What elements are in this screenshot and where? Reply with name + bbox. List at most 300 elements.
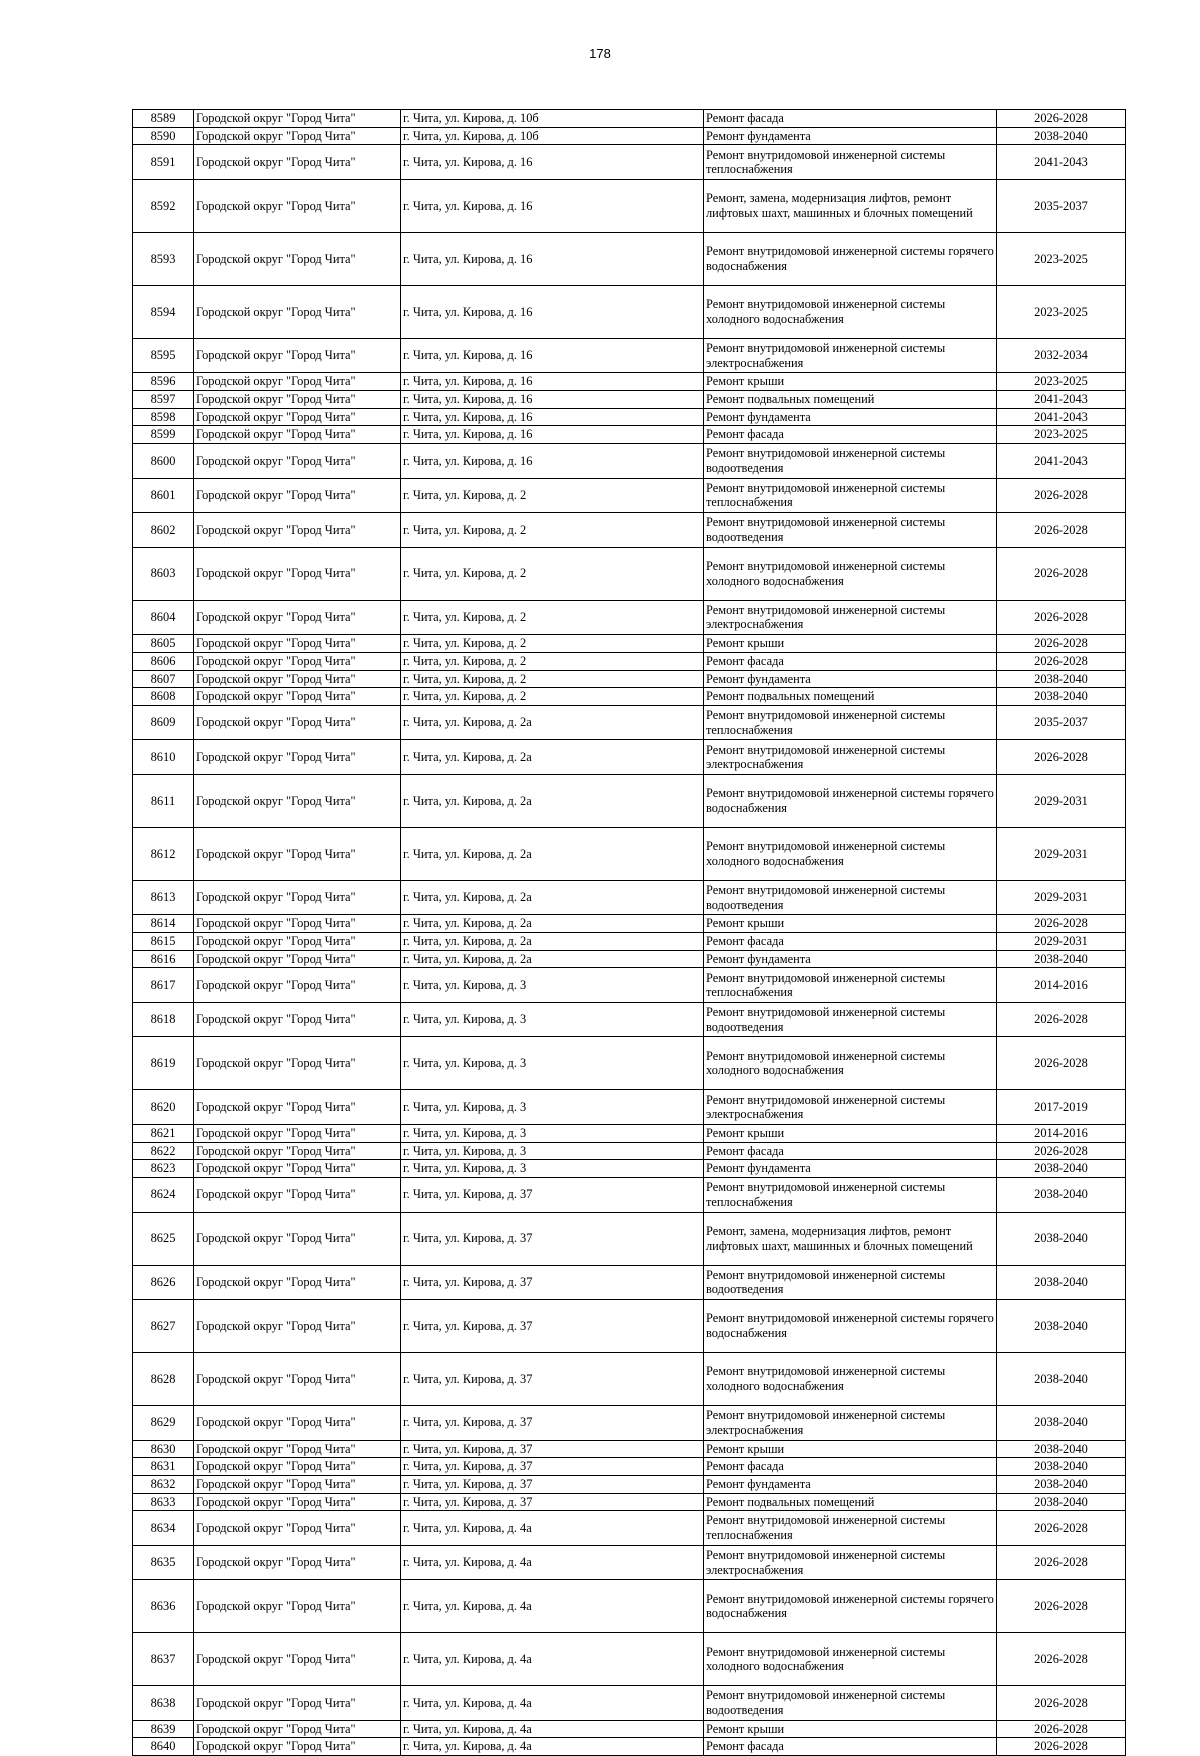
- row-number-cell: 8593: [133, 232, 194, 285]
- row-number-cell: 8621: [133, 1124, 194, 1142]
- work-type-cell: Ремонт фасада: [704, 1142, 997, 1160]
- period-cell: 2035-2037: [997, 705, 1126, 740]
- row-number-cell: 8609: [133, 705, 194, 740]
- table-body: [133, 110, 1126, 1756]
- municipality-cell: Городской округ "Город Чита": [194, 1545, 401, 1580]
- municipality-cell: Городской округ "Город Чита": [194, 705, 401, 740]
- work-type-cell: Ремонт крыши: [704, 373, 997, 391]
- municipality-cell: Городской округ "Город Чита": [194, 1406, 401, 1441]
- period-cell: 2026-2028: [997, 1511, 1126, 1546]
- table-row: [133, 1265, 1126, 1300]
- table-row: [133, 478, 1126, 513]
- address-cell: г. Чита, ул. Кирова, д. 2: [401, 478, 704, 513]
- municipality-cell: Городской округ "Город Чита": [194, 688, 401, 706]
- row-number-cell: 8611: [133, 774, 194, 827]
- period-cell: 2023-2025: [997, 373, 1126, 391]
- table-row: [133, 338, 1126, 373]
- table-row: [133, 670, 1126, 688]
- address-cell: г. Чита, ул. Кирова, д. 16: [401, 391, 704, 409]
- municipality-cell: Городской округ "Город Чита": [194, 1300, 401, 1353]
- municipality-cell: Городской округ "Город Чита": [194, 635, 401, 653]
- row-number-cell: 8614: [133, 915, 194, 933]
- work-type-cell: Ремонт фасада: [704, 933, 997, 951]
- municipality-cell: Городской округ "Город Чита": [194, 145, 401, 180]
- address-cell: г. Чита, ул. Кирова, д. 3: [401, 1090, 704, 1125]
- work-type-cell: Ремонт внутридомовой инженерной системы холодного водоснабжения: [704, 1353, 997, 1406]
- work-type-cell: Ремонт внутридомовой инженерной системы электроснабжения: [704, 740, 997, 775]
- row-number-cell: 8601: [133, 478, 194, 513]
- row-number-cell: 8635: [133, 1545, 194, 1580]
- period-cell: 2038-2040: [997, 688, 1126, 706]
- period-cell: 2017-2019: [997, 1090, 1126, 1125]
- address-cell: г. Чита, ул. Кирова, д. 4а: [401, 1720, 704, 1738]
- period-cell: 2038-2040: [997, 1406, 1126, 1441]
- table-row: [133, 1037, 1126, 1090]
- table-row: [133, 1511, 1126, 1546]
- row-number-cell: 8594: [133, 285, 194, 338]
- row-number-cell: 8625: [133, 1212, 194, 1265]
- row-number-cell: 8620: [133, 1090, 194, 1125]
- work-type-cell: Ремонт фундамента: [704, 1160, 997, 1178]
- work-type-cell: Ремонт внутридомовой инженерной системы теплоснабжения: [704, 968, 997, 1003]
- table-row: [133, 232, 1126, 285]
- row-number-cell: 8633: [133, 1493, 194, 1511]
- address-cell: г. Чита, ул. Кирова, д. 37: [401, 1178, 704, 1213]
- table-row: [133, 1160, 1126, 1178]
- period-cell: 2038-2040: [997, 950, 1126, 968]
- period-cell: 2038-2040: [997, 1493, 1126, 1511]
- row-number-cell: 8623: [133, 1160, 194, 1178]
- municipality-cell: Городской округ "Город Чита": [194, 1511, 401, 1546]
- period-cell: 2026-2028: [997, 547, 1126, 600]
- municipality-cell: Городской округ "Город Чита": [194, 933, 401, 951]
- table-row: [133, 373, 1126, 391]
- address-cell: г. Чита, ул. Кирова, д. 3: [401, 1160, 704, 1178]
- municipality-cell: Городской округ "Город Чита": [194, 1738, 401, 1756]
- row-number-cell: 8629: [133, 1406, 194, 1441]
- period-cell: 2041-2043: [997, 444, 1126, 479]
- row-number-cell: 8602: [133, 513, 194, 548]
- work-type-cell: Ремонт подвальных помещений: [704, 391, 997, 409]
- table-row: [133, 547, 1126, 600]
- period-cell: 2026-2028: [997, 1686, 1126, 1721]
- period-cell: 2029-2031: [997, 827, 1126, 880]
- period-cell: 2026-2028: [997, 600, 1126, 635]
- table-row: [133, 774, 1126, 827]
- work-type-cell: Ремонт внутридомовой инженерной системы теплоснабжения: [704, 478, 997, 513]
- table-row: [133, 1142, 1126, 1160]
- municipality-cell: Городской округ "Город Чита": [194, 600, 401, 635]
- work-type-cell: Ремонт внутридомовой инженерной системы холодного водоснабжения: [704, 1633, 997, 1686]
- work-type-cell: Ремонт внутридомовой инженерной системы водоотведения: [704, 1002, 997, 1037]
- table-row: [133, 1178, 1126, 1213]
- municipality-cell: Городской округ "Город Чита": [194, 1686, 401, 1721]
- table-row: [133, 1720, 1126, 1738]
- work-type-cell: Ремонт подвальных помещений: [704, 1493, 997, 1511]
- municipality-cell: Городской округ "Город Чита": [194, 740, 401, 775]
- table-row: [133, 968, 1126, 1003]
- municipality-cell: Городской округ "Город Чита": [194, 950, 401, 968]
- period-cell: 2032-2034: [997, 338, 1126, 373]
- municipality-cell: Городской округ "Город Чита": [194, 968, 401, 1003]
- municipality-cell: Городской округ "Город Чита": [194, 1090, 401, 1125]
- address-cell: г. Чита, ул. Кирова, д. 37: [401, 1475, 704, 1493]
- table-row: [133, 426, 1126, 444]
- period-cell: 2026-2028: [997, 1142, 1126, 1160]
- period-cell: 2026-2028: [997, 110, 1126, 128]
- address-cell: г. Чита, ул. Кирова, д. 2: [401, 513, 704, 548]
- row-number-cell: 8607: [133, 670, 194, 688]
- table-row: [133, 127, 1126, 145]
- address-cell: г. Чита, ул. Кирова, д. 2а: [401, 950, 704, 968]
- municipality-cell: Городской округ "Город Чита": [194, 652, 401, 670]
- municipality-cell: Городской округ "Город Чита": [194, 1142, 401, 1160]
- table-row: [133, 1545, 1126, 1580]
- table-row: [133, 1440, 1126, 1458]
- work-type-cell: Ремонт внутридомовой инженерной системы электроснабжения: [704, 1406, 997, 1441]
- municipality-cell: Городской округ "Город Чита": [194, 1493, 401, 1511]
- municipality-cell: Городской округ "Город Чита": [194, 1720, 401, 1738]
- period-cell: 2029-2031: [997, 933, 1126, 951]
- address-cell: г. Чита, ул. Кирова, д. 16: [401, 145, 704, 180]
- municipality-cell: Городской округ "Город Чита": [194, 1475, 401, 1493]
- row-number-cell: 8597: [133, 391, 194, 409]
- row-number-cell: 8627: [133, 1300, 194, 1353]
- row-number-cell: 8624: [133, 1178, 194, 1213]
- work-type-cell: Ремонт фасада: [704, 652, 997, 670]
- period-cell: 2026-2028: [997, 1580, 1126, 1633]
- period-cell: 2026-2028: [997, 635, 1126, 653]
- work-type-cell: Ремонт фундамента: [704, 1475, 997, 1493]
- address-cell: г. Чита, ул. Кирова, д. 2: [401, 600, 704, 635]
- address-cell: г. Чита, ул. Кирова, д. 37: [401, 1353, 704, 1406]
- period-cell: 2038-2040: [997, 1458, 1126, 1476]
- address-cell: г. Чита, ул. Кирова, д. 2: [401, 652, 704, 670]
- table-row: [133, 1090, 1126, 1125]
- period-cell: 2038-2040: [997, 1265, 1126, 1300]
- address-cell: г. Чита, ул. Кирова, д. 16: [401, 232, 704, 285]
- row-number-cell: 8619: [133, 1037, 194, 1090]
- municipality-cell: Городской округ "Город Чита": [194, 1124, 401, 1142]
- period-cell: 2038-2040: [997, 127, 1126, 145]
- municipality-cell: Городской округ "Город Чита": [194, 915, 401, 933]
- period-cell: 2038-2040: [997, 1475, 1126, 1493]
- table-row: [133, 880, 1126, 915]
- municipality-cell: Городской округ "Город Чита": [194, 338, 401, 373]
- municipality-cell: Городской округ "Город Чита": [194, 1580, 401, 1633]
- address-cell: г. Чита, ул. Кирова, д. 37: [401, 1300, 704, 1353]
- period-cell: 2026-2028: [997, 1545, 1126, 1580]
- table-row: [133, 1458, 1126, 1476]
- period-cell: 2026-2028: [997, 1738, 1126, 1756]
- work-type-cell: Ремонт внутридомовой инженерной системы холодного водоснабжения: [704, 547, 997, 600]
- work-type-cell: Ремонт внутридомовой инженерной системы теплоснабжения: [704, 1511, 997, 1546]
- period-cell: 2038-2040: [997, 670, 1126, 688]
- period-cell: 2026-2028: [997, 1720, 1126, 1738]
- period-cell: 2038-2040: [997, 1212, 1126, 1265]
- work-type-cell: Ремонт внутридомовой инженерной системы горячего водоснабжения: [704, 232, 997, 285]
- table-row: [133, 1475, 1126, 1493]
- municipality-cell: Городской округ "Город Чита": [194, 1633, 401, 1686]
- work-type-cell: Ремонт фундамента: [704, 950, 997, 968]
- row-number-cell: 8636: [133, 1580, 194, 1633]
- row-number-cell: 8618: [133, 1002, 194, 1037]
- address-cell: г. Чита, ул. Кирова, д. 2а: [401, 880, 704, 915]
- work-type-cell: Ремонт внутридомовой инженерной системы электроснабжения: [704, 1090, 997, 1125]
- address-cell: г. Чита, ул. Кирова, д. 3: [401, 1124, 704, 1142]
- period-cell: 2023-2025: [997, 426, 1126, 444]
- address-cell: г. Чита, ул. Кирова, д. 4а: [401, 1580, 704, 1633]
- period-cell: 2038-2040: [997, 1160, 1126, 1178]
- table-row: [133, 933, 1126, 951]
- period-cell: 2026-2028: [997, 1633, 1126, 1686]
- municipality-cell: Городской округ "Город Чита": [194, 408, 401, 426]
- address-cell: г. Чита, ул. Кирова, д. 16: [401, 444, 704, 479]
- address-cell: г. Чита, ул. Кирова, д. 2а: [401, 827, 704, 880]
- period-cell: 2023-2025: [997, 232, 1126, 285]
- address-cell: г. Чита, ул. Кирова, д. 16: [401, 179, 704, 232]
- period-cell: 2026-2028: [997, 1037, 1126, 1090]
- table-row: [133, 705, 1126, 740]
- address-cell: г. Чита, ул. Кирова, д. 2а: [401, 705, 704, 740]
- period-cell: 2026-2028: [997, 652, 1126, 670]
- municipality-cell: Городской округ "Город Чита": [194, 179, 401, 232]
- table-row: [133, 688, 1126, 706]
- row-number-cell: 8640: [133, 1738, 194, 1756]
- period-cell: 2026-2028: [997, 915, 1126, 933]
- address-cell: г. Чита, ул. Кирова, д. 2: [401, 547, 704, 600]
- municipality-cell: Городской округ "Город Чита": [194, 1353, 401, 1406]
- address-cell: г. Чита, ул. Кирова, д. 16: [401, 373, 704, 391]
- row-number-cell: 8603: [133, 547, 194, 600]
- row-number-cell: 8615: [133, 933, 194, 951]
- address-cell: г. Чита, ул. Кирова, д. 4а: [401, 1738, 704, 1756]
- row-number-cell: 8630: [133, 1440, 194, 1458]
- table-row: [133, 179, 1126, 232]
- work-type-cell: Ремонт внутридомовой инженерной системы водоотведения: [704, 444, 997, 479]
- table-row: [133, 1300, 1126, 1353]
- work-type-cell: Ремонт внутридомовой инженерной системы водоотведения: [704, 1686, 997, 1721]
- period-cell: 2014-2016: [997, 1124, 1126, 1142]
- municipality-cell: Городской округ "Город Чита": [194, 1212, 401, 1265]
- table-row: [133, 1002, 1126, 1037]
- period-cell: 2038-2040: [997, 1440, 1126, 1458]
- address-cell: г. Чита, ул. Кирова, д. 37: [401, 1265, 704, 1300]
- work-type-cell: Ремонт крыши: [704, 1124, 997, 1142]
- period-cell: 2041-2043: [997, 391, 1126, 409]
- table-row: [133, 635, 1126, 653]
- address-cell: г. Чита, ул. Кирова, д. 2а: [401, 740, 704, 775]
- address-cell: г. Чита, ул. Кирова, д. 2а: [401, 774, 704, 827]
- address-cell: г. Чита, ул. Кирова, д. 3: [401, 968, 704, 1003]
- work-type-cell: Ремонт внутридомовой инженерной системы водоотведения: [704, 880, 997, 915]
- row-number-cell: 8610: [133, 740, 194, 775]
- municipality-cell: Городской округ "Город Чита": [194, 774, 401, 827]
- row-number-cell: 8589: [133, 110, 194, 128]
- work-type-cell: Ремонт внутридомовой инженерной системы теплоснабжения: [704, 145, 997, 180]
- period-cell: 2026-2028: [997, 478, 1126, 513]
- address-cell: г. Чита, ул. Кирова, д. 2а: [401, 915, 704, 933]
- work-type-cell: Ремонт подвальных помещений: [704, 688, 997, 706]
- period-cell: 2023-2025: [997, 285, 1126, 338]
- work-type-cell: Ремонт внутридомовой инженерной системы теплоснабжения: [704, 705, 997, 740]
- period-cell: 2038-2040: [997, 1300, 1126, 1353]
- row-number-cell: 8598: [133, 408, 194, 426]
- address-cell: г. Чита, ул. Кирова, д. 37: [401, 1458, 704, 1476]
- address-cell: г. Чита, ул. Кирова, д. 16: [401, 426, 704, 444]
- address-cell: г. Чита, ул. Кирова, д. 3: [401, 1037, 704, 1090]
- work-type-cell: Ремонт внутридомовой инженерной системы электроснабжения: [704, 338, 997, 373]
- address-cell: г. Чита, ул. Кирова, д. 2: [401, 688, 704, 706]
- page-number: 178: [589, 46, 611, 61]
- work-type-cell: Ремонт фундамента: [704, 670, 997, 688]
- row-number-cell: 8626: [133, 1265, 194, 1300]
- work-type-cell: Ремонт внутридомовой инженерной системы холодного водоснабжения: [704, 1037, 997, 1090]
- work-type-cell: Ремонт внутридомовой инженерной системы водоотведения: [704, 513, 997, 548]
- work-type-cell: Ремонт фасада: [704, 110, 997, 128]
- work-type-cell: Ремонт фасада: [704, 1738, 997, 1756]
- row-number-cell: 8605: [133, 635, 194, 653]
- municipality-cell: Городской округ "Город Чита": [194, 110, 401, 128]
- table-row: [133, 652, 1126, 670]
- municipality-cell: Городской округ "Город Чита": [194, 444, 401, 479]
- period-cell: 2038-2040: [997, 1353, 1126, 1406]
- address-cell: г. Чита, ул. Кирова, д. 10б: [401, 127, 704, 145]
- row-number-cell: 8604: [133, 600, 194, 635]
- table-row: [133, 110, 1126, 128]
- row-number-cell: 8613: [133, 880, 194, 915]
- work-type-cell: Ремонт внутридомовой инженерной системы водоотведения: [704, 1265, 997, 1300]
- table-row: [133, 391, 1126, 409]
- municipality-cell: Городской округ "Город Чита": [194, 127, 401, 145]
- address-cell: г. Чита, ул. Кирова, д. 3: [401, 1142, 704, 1160]
- work-type-cell: Ремонт, замена, модернизация лифтов, ремонт лифтовых шахт, машинных и блочных помещений: [704, 179, 997, 232]
- table-row: [133, 1738, 1126, 1756]
- address-cell: г. Чита, ул. Кирова, д. 4а: [401, 1511, 704, 1546]
- municipality-cell: Городской округ "Город Чита": [194, 670, 401, 688]
- table-row: [133, 950, 1126, 968]
- work-type-cell: Ремонт внутридомовой инженерной системы холодного водоснабжения: [704, 827, 997, 880]
- period-cell: 2041-2043: [997, 145, 1126, 180]
- municipality-cell: Городской округ "Город Чита": [194, 1178, 401, 1213]
- period-cell: 2041-2043: [997, 408, 1126, 426]
- work-type-cell: Ремонт внутридомовой инженерной системы электроснабжения: [704, 1545, 997, 1580]
- row-number-cell: 8592: [133, 179, 194, 232]
- work-type-cell: Ремонт внутридомовой инженерной системы горячего водоснабжения: [704, 1580, 997, 1633]
- address-cell: г. Чита, ул. Кирова, д. 4а: [401, 1545, 704, 1580]
- row-number-cell: 8628: [133, 1353, 194, 1406]
- table-row: [133, 1353, 1126, 1406]
- row-number-cell: 8616: [133, 950, 194, 968]
- work-type-cell: Ремонт внутридомовой инженерной системы электроснабжения: [704, 600, 997, 635]
- work-type-cell: Ремонт фасада: [704, 426, 997, 444]
- municipality-cell: Городской округ "Город Чита": [194, 827, 401, 880]
- address-cell: г. Чита, ул. Кирова, д. 2а: [401, 933, 704, 951]
- work-type-cell: Ремонт внутридомовой инженерной системы горячего водоснабжения: [704, 774, 997, 827]
- table-row: [133, 1493, 1126, 1511]
- row-number-cell: 8600: [133, 444, 194, 479]
- table-row: [133, 1686, 1126, 1721]
- address-cell: г. Чита, ул. Кирова, д. 2: [401, 635, 704, 653]
- table-row: [133, 513, 1126, 548]
- address-cell: г. Чита, ул. Кирова, д. 16: [401, 338, 704, 373]
- municipality-cell: Городской округ "Город Чита": [194, 1440, 401, 1458]
- work-type-cell: Ремонт внутридомовой инженерной системы горячего водоснабжения: [704, 1300, 997, 1353]
- row-number-cell: 8632: [133, 1475, 194, 1493]
- table-row: [133, 915, 1126, 933]
- address-cell: г. Чита, ул. Кирова, д. 16: [401, 408, 704, 426]
- municipality-cell: Городской округ "Город Чита": [194, 1037, 401, 1090]
- address-cell: г. Чита, ул. Кирова, д. 16: [401, 285, 704, 338]
- table-row: [133, 1580, 1126, 1633]
- table-row: [133, 285, 1126, 338]
- row-number-cell: 8639: [133, 1720, 194, 1738]
- municipality-cell: Городской округ "Город Чита": [194, 391, 401, 409]
- work-type-cell: Ремонт внутридомовой инженерной системы холодного водоснабжения: [704, 285, 997, 338]
- municipality-cell: Городской округ "Город Чита": [194, 880, 401, 915]
- address-cell: г. Чита, ул. Кирова, д. 4а: [401, 1686, 704, 1721]
- address-cell: г. Чита, ул. Кирова, д. 37: [401, 1212, 704, 1265]
- municipality-cell: Городской округ "Город Чита": [194, 547, 401, 600]
- table-row: [133, 444, 1126, 479]
- row-number-cell: 8637: [133, 1633, 194, 1686]
- address-cell: г. Чита, ул. Кирова, д. 4а: [401, 1633, 704, 1686]
- municipality-cell: Городской округ "Город Чита": [194, 373, 401, 391]
- row-number-cell: 8617: [133, 968, 194, 1003]
- row-number-cell: 8631: [133, 1458, 194, 1476]
- period-cell: 2029-2031: [997, 774, 1126, 827]
- row-number-cell: 8608: [133, 688, 194, 706]
- work-type-cell: Ремонт фундамента: [704, 408, 997, 426]
- work-type-cell: Ремонт крыши: [704, 1720, 997, 1738]
- period-cell: 2026-2028: [997, 513, 1126, 548]
- table-row: [133, 827, 1126, 880]
- municipality-cell: Городской округ "Город Чита": [194, 232, 401, 285]
- row-number-cell: 8606: [133, 652, 194, 670]
- municipality-cell: Городской округ "Город Чита": [194, 1160, 401, 1178]
- row-number-cell: 8595: [133, 338, 194, 373]
- repair-schedule-table: [132, 109, 1126, 1756]
- work-type-cell: Ремонт фасада: [704, 1458, 997, 1476]
- municipality-cell: Городской округ "Город Чита": [194, 285, 401, 338]
- municipality-cell: Городской округ "Город Чита": [194, 426, 401, 444]
- work-type-cell: Ремонт фундамента: [704, 127, 997, 145]
- period-cell: 2026-2028: [997, 1002, 1126, 1037]
- municipality-cell: Городской округ "Город Чита": [194, 513, 401, 548]
- address-cell: г. Чита, ул. Кирова, д. 37: [401, 1406, 704, 1441]
- table-row: [133, 408, 1126, 426]
- table-row: [133, 740, 1126, 775]
- period-cell: 2035-2037: [997, 179, 1126, 232]
- table-row: [133, 145, 1126, 180]
- period-cell: 2026-2028: [997, 740, 1126, 775]
- row-number-cell: 8599: [133, 426, 194, 444]
- municipality-cell: Городской округ "Город Чита": [194, 1458, 401, 1476]
- address-cell: г. Чита, ул. Кирова, д. 37: [401, 1493, 704, 1511]
- row-number-cell: 8612: [133, 827, 194, 880]
- row-number-cell: 8596: [133, 373, 194, 391]
- work-type-cell: Ремонт крыши: [704, 635, 997, 653]
- period-cell: 2038-2040: [997, 1178, 1126, 1213]
- table-row: [133, 600, 1126, 635]
- period-cell: 2014-2016: [997, 968, 1126, 1003]
- row-number-cell: 8591: [133, 145, 194, 180]
- work-type-cell: Ремонт, замена, модернизация лифтов, ремонт лифтовых шахт, машинных и блочных помещений: [704, 1212, 997, 1265]
- table-row: [133, 1212, 1126, 1265]
- table-row: [133, 1406, 1126, 1441]
- municipality-cell: Городской округ "Город Чита": [194, 1002, 401, 1037]
- work-type-cell: Ремонт крыши: [704, 915, 997, 933]
